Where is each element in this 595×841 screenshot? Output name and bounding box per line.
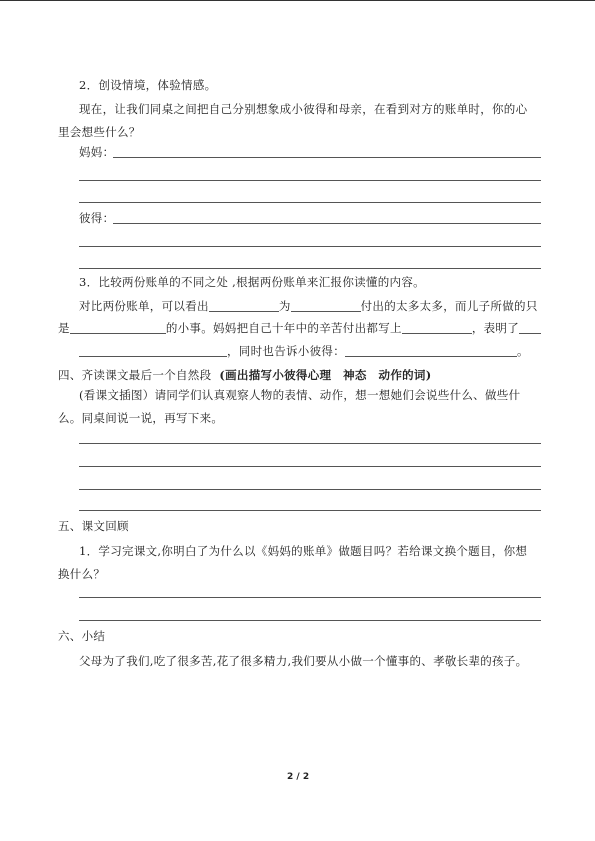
answer-line[interactable] [79, 597, 541, 598]
section-3-paragraph-line3 [79, 345, 529, 358]
peter-answer-line[interactable] [79, 268, 541, 269]
section-5-question-line2: 换什么？ [58, 567, 106, 581]
section-4-heading-text: 四、齐读课文最后一个自然段 [58, 368, 212, 382]
fill-blank[interactable] [291, 300, 361, 312]
answer-line[interactable] [79, 510, 541, 511]
section-4-text-line1: (看课文插图）请同学们认真观察人物的表情、动作，想一想她们会说些什么、做些什 [79, 388, 521, 402]
text-fragment: 对比两份账单，可以看出 [79, 299, 209, 313]
text-fragment: ，同时也告诉小彼得： [227, 344, 345, 358]
section-6-heading: 六、小结 [58, 629, 106, 643]
fill-blank[interactable] [209, 300, 279, 312]
mom-answer-line[interactable] [79, 180, 541, 181]
answer-line[interactable] [79, 489, 541, 490]
answer-line[interactable] [79, 466, 541, 467]
section-2-prompt-line2: 里会想些什么？ [58, 125, 141, 139]
page-number: 2 / 2 [287, 772, 310, 782]
fill-blank[interactable] [519, 322, 541, 334]
fill-blank[interactable] [402, 322, 472, 334]
section-2-prompt-line1: 现在，让我们同桌之间把自己分别想象成小彼得和母亲，在看到对方的账单时，你的心 [79, 102, 528, 116]
mom-answer-line[interactable] [113, 157, 541, 158]
text-fragment: 为 [278, 299, 291, 313]
answer-line[interactable] [79, 620, 541, 621]
section-2-heading: 2．创设情境，体验情感。 [79, 78, 217, 92]
section-3-paragraph-line1 [79, 300, 538, 313]
text-fragment: 。 [517, 344, 529, 358]
section-4-heading [58, 369, 431, 382]
page-top-border [0, 0, 595, 1]
section-5-question-line1: 1．学习完课文,你明白了为什么以《妈妈的账单》做题目吗？若给课文换个题目，你想 [79, 544, 528, 558]
text-fragment: 是 [58, 321, 70, 335]
fill-blank[interactable] [345, 345, 517, 357]
fill-blank[interactable] [79, 345, 227, 357]
fill-blank[interactable] [70, 322, 166, 334]
text-fragment: 的小事。妈妈把自己十年中的辛苦付出都写上 [165, 321, 402, 335]
section-5-heading: 五、课文回顾 [58, 519, 129, 533]
text-fragment: 付出的太多太多，而儿子所做的只 [360, 299, 538, 313]
peter-label: 彼得： [79, 211, 115, 225]
peter-answer-line[interactable] [113, 223, 541, 224]
section-4-text-line2: 么。同桌间说一说，再写下来。 [58, 411, 224, 425]
section-4-heading-bold: (画出描写小彼得心理 神态 动作的词) [219, 368, 432, 382]
answer-line[interactable] [79, 443, 541, 444]
section-6-summary: 父母为了我们,吃了很多苦,花了很多精力,我们要从小做一个懂事的、孝敬长辈的孩子。 [79, 654, 528, 668]
mom-label: 妈妈： [79, 145, 115, 159]
mom-answer-line[interactable] [79, 202, 541, 203]
text-fragment: ，表明了 [471, 321, 520, 335]
section-3-paragraph-line2 [58, 322, 541, 335]
section-3-heading: 3．比较两份账单的不同之处 ,根据两份账单来汇报你读懂的内容。 [79, 275, 425, 289]
peter-answer-line[interactable] [79, 246, 541, 247]
